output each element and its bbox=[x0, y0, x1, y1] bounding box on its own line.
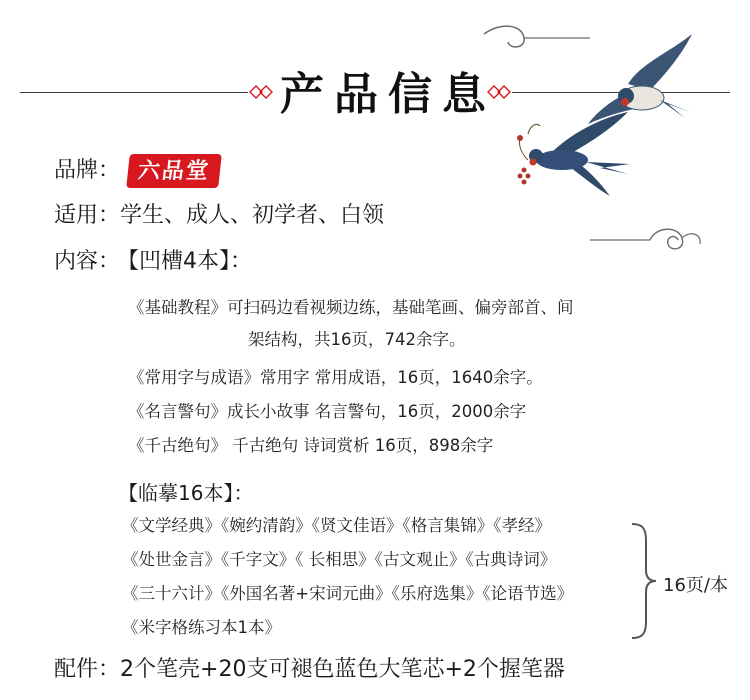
copy-line: 《处世金言》《千字文》《 长相思》《古文观止》《古典诗词》 bbox=[122, 550, 557, 569]
brand-logo: 六品堂 bbox=[126, 154, 222, 188]
accessories-label: 配件： bbox=[54, 657, 121, 682]
right-brace bbox=[628, 520, 658, 642]
diamond-ornament-left bbox=[248, 84, 274, 100]
swallows-illustration bbox=[470, 14, 750, 204]
copy-line: 《米字格练习本1本》 bbox=[122, 618, 281, 637]
copy-title: 【临摹16本】： bbox=[118, 481, 254, 505]
brand-row bbox=[54, 154, 220, 188]
audience-value: 学生、成人、初学者、白领 bbox=[120, 203, 385, 228]
contents-label: 内容： bbox=[54, 249, 121, 274]
copy-line: 《文学经典》《婉约清韵》《贤文佳语》《格言集锦》《孝经》 bbox=[122, 516, 551, 535]
audience-row bbox=[54, 201, 384, 231]
groove-line: 《基础教程》可扫码边看视频边练，基础笔画、偏旁部首、间 bbox=[128, 298, 574, 317]
page-title: 产品信息 bbox=[280, 69, 496, 120]
accessories-value: 2个笔壳+20支可褪色蓝色大笔芯+2个握笔器 bbox=[120, 657, 565, 682]
accessories-row bbox=[54, 655, 565, 685]
audience-label: 适用： bbox=[54, 203, 121, 228]
cloud-swirl-ornament bbox=[586, 222, 706, 256]
groove-line: 《常用字与成语》常用字 常用成语，16页，1640余字。 bbox=[128, 368, 543, 387]
contents-row bbox=[54, 247, 252, 277]
groove-line: 架结构，共16页，742余字。 bbox=[248, 330, 466, 349]
groove-line: 《名言警句》成长小故事 名言警句，16页，2000余字 bbox=[128, 402, 527, 421]
copy-line: 《三十六计》《外国名著+宋词元曲》《乐府选集》《论语节选》 bbox=[122, 584, 574, 603]
copy-page-note: 16页/本 bbox=[663, 575, 728, 596]
header-rule-left bbox=[20, 92, 248, 93]
groove-title: 【凹槽4本】： bbox=[128, 249, 253, 274]
brand-label: 品牌： bbox=[54, 158, 121, 183]
groove-line: 《千古绝句》 千古绝句 诗词赏析 16页，898余字 bbox=[128, 436, 494, 455]
